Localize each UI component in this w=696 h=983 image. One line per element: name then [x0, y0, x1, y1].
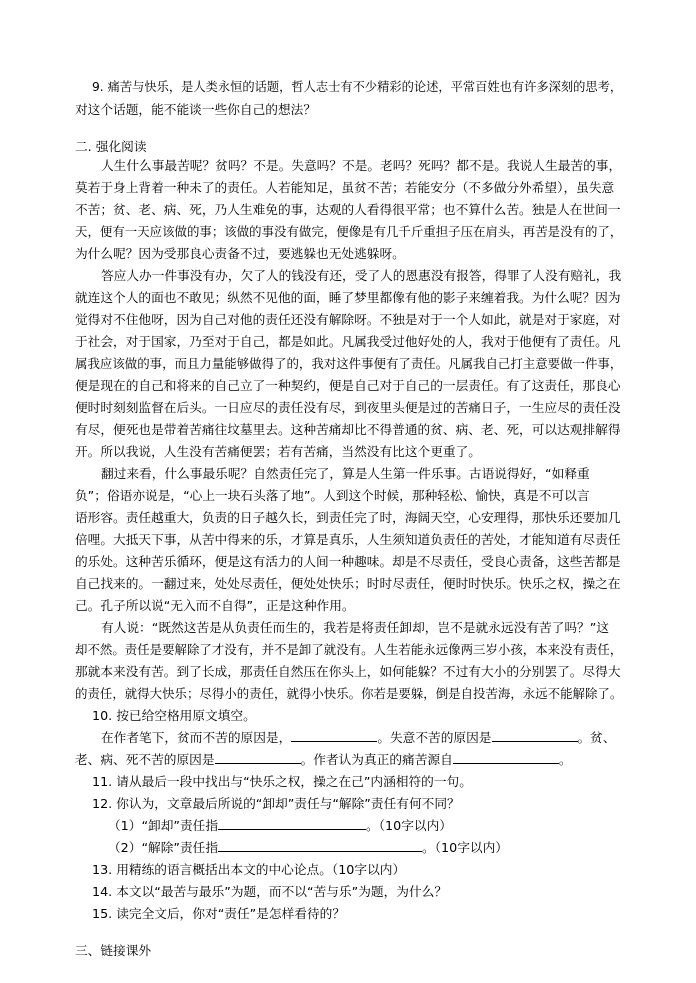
- question-11: 11. 请从最后一段中找出与“快乐之权，操之在己”内涵相符的一句。: [92, 774, 472, 789]
- passage-p3-line: 倍哩。大抵天下事，从苦中得来的乐，才算是真乐，人生须知道负责任的苦处，才能知道有尽责任: [75, 532, 621, 547]
- sub-label: （2）“解除”责任指: [108, 840, 219, 855]
- section-3-title: 三、链接课外: [75, 943, 152, 958]
- sub-suffix: 。（10字以内）: [422, 840, 508, 855]
- question-15: 15. 读完全文后，你对“责任”是怎样看待的？: [92, 906, 346, 921]
- passage-p4-line: 有人说：“既然这苦是从负责任而生的，我若是将责任卸却，岂不是就永远没有苦了吗？”这: [101, 620, 609, 635]
- passage-p1-line: 莫若于身上背着一种未了的责任。人若能知足，虽贫不苦；若能安分（不多做分外希望），虽失意: [75, 180, 615, 195]
- sub-suffix: 。（10字以内）: [366, 818, 452, 833]
- question-9-line-2: 对这个话题，能不能谈一些你自己的想法？: [75, 102, 317, 117]
- answer-blank[interactable]: [218, 837, 422, 852]
- passage-p3-line: 语形容。责任越重大，负责的日子越久长，到责任完了时，海阔天空，心安理得，那快乐还要加几: [75, 510, 621, 525]
- passage-p2-line: 觉得对不住他呀，因为自己对他的责任还没有解除呀。不独是对于一个人如此，就是对于家庭，对: [75, 312, 621, 327]
- question-12-sub-2: [108, 837, 508, 859]
- fill-text: 老、病、死不苦的原因是: [75, 752, 215, 767]
- passage-p3-line: 自己找来的。一翻过来，处处尽责任，便处处快乐；时时尽责任，便时时快乐。快乐之权，操之在: [75, 576, 621, 591]
- fill-text: 。: [558, 752, 572, 767]
- fill-text: 。失意不苦的原因是: [377, 730, 492, 745]
- answer-blank[interactable]: [215, 749, 301, 764]
- answer-blank[interactable]: [218, 815, 366, 830]
- passage-p3-line: 己。孔子所以说“无入而不自得”，正是这种作用。: [75, 598, 355, 613]
- passage-p3-line: 的乐处。这种苦乐循环，便是这有活力的人间一种趣味。却是不尽责任，受良心责备，这些苦都是: [75, 554, 621, 569]
- answer-blank[interactable]: [492, 727, 578, 742]
- question-9-line-1: 9. 痛苦与快乐，是人类永恒的话题，哲人志士有不少精彩的论述，平常百姓也有许多深刻的思考，: [92, 80, 623, 94]
- passage-p2-line: 便是现在的自己和将来的自己立了一种契约，便是自己对于自己的一层责任。有了这责任，那良心: [75, 378, 621, 393]
- question-12-sub-1: [108, 815, 452, 837]
- fill-text: 。贫、: [577, 730, 616, 745]
- passage-p4-line: 那就本来没有苦。到了长成，那责任自然压在你头上，如何能躲？不过有大小的分别罢了。尽得大: [75, 664, 621, 679]
- question-14: 14. 本文以“最苦与最乐”为题，而不以“苦与乐”为题，为什么？: [92, 884, 448, 899]
- section-2-title: 二. 强化阅读: [75, 139, 147, 154]
- passage-p1-line: 不苦；贫、老、病、死，乃人生难免的事，达观的人看得很平常；也不算什么苦。独是人在世间一: [75, 202, 621, 217]
- passage-p2-line: 便时时刻刻监督在后头。一日应尽的责任没有尽，到夜里头便是过的苦痛日子，一生应尽的责任没: [75, 400, 621, 415]
- passage-p2-line: 有尽，便死也是带着苦痛往坟墓里去。这种苦痛却比不得普通的贫、病、老、死，可以达观排解得: [75, 422, 621, 437]
- question-10-fill-row-2: [75, 749, 572, 771]
- passage-p3-line: 负”；俗语亦说是，“心上一块石头落了地”。人到这个时候，那种轻松、愉快，真是不可以言: [75, 488, 590, 503]
- passage-p2-line: 属我应该做的事，而且力量能够做得了的，我对这件事便有了责任。凡属我自己打主意要做一件事，: [75, 356, 623, 371]
- question-10-fill-row-1: [101, 727, 616, 749]
- question-12-prompt: 12. 你认为，文章最后所说的“卸却”责任与“解除”责任有何不同？: [92, 796, 460, 811]
- passage-p2-line: 就连这个人的面也不敢见；纵然不见他的面，睡了梦里都像有他的影子来缠着我。为什么呢？因为: [75, 290, 621, 305]
- passage-p4-line: 却不然。责任是要解除了才没有，并不是卸了就没有。人生若能永远像两三岁小孩，本来没有责任，: [75, 642, 623, 657]
- fill-text: 在作者笔下，贫而不苦的原因是，: [101, 730, 292, 745]
- question-10-prompt: 10. 按已给空格用原文填空。: [92, 708, 256, 723]
- fill-text: 。作者认为真正的痛苦源自: [300, 752, 453, 767]
- passage-p1-line: 为什么呢？因为受那良心责备不过，要逃躲也无处逃躲呀。: [75, 246, 405, 261]
- passage-p1-line: 天，便有一天应该做的事；该做的事没有做完，便像是有几千斤重担子压在肩头，再苦是没有的了，: [75, 224, 623, 239]
- passage-p2-line: 开。所以我说，人生没有苦痛便罢；若有苦痛，当然没有比这个更重了。: [75, 444, 481, 459]
- passage-p1-line: 人生什么事最苦呢？贫吗？不是。失意吗？不是。老吗？死吗？都不是。我说人生最苦的事，: [101, 158, 622, 173]
- passage-p2-line: 于社会，对于国家，乃至对于自己，都是如此。凡属我受过他好处的人，我对于他便有了责任。凡: [75, 334, 621, 349]
- sub-label: （1）“卸却”责任指: [108, 818, 219, 833]
- answer-blank[interactable]: [291, 727, 377, 742]
- question-13: 13. 用精练的语言概括出本文的中心论点。（10字以内）: [92, 862, 406, 877]
- passage-p3-line: 翻过来看，什么事最乐呢？自然责任完了，算是人生第一件乐事。古语说得好，“如释重: [101, 466, 590, 481]
- answer-blank[interactable]: [453, 749, 559, 764]
- passage-p2-line: 答应人办一件事没有办，欠了人的钱没有还，受了人的恩惠没有报答，得罪了人没有赔礼，我: [101, 268, 622, 283]
- passage-p4-line: 的责任，就得大快乐；尽得小的责任，就得小快乐。你若是要躲，倒是自投苦海，永远不能解除了。: [75, 686, 623, 701]
